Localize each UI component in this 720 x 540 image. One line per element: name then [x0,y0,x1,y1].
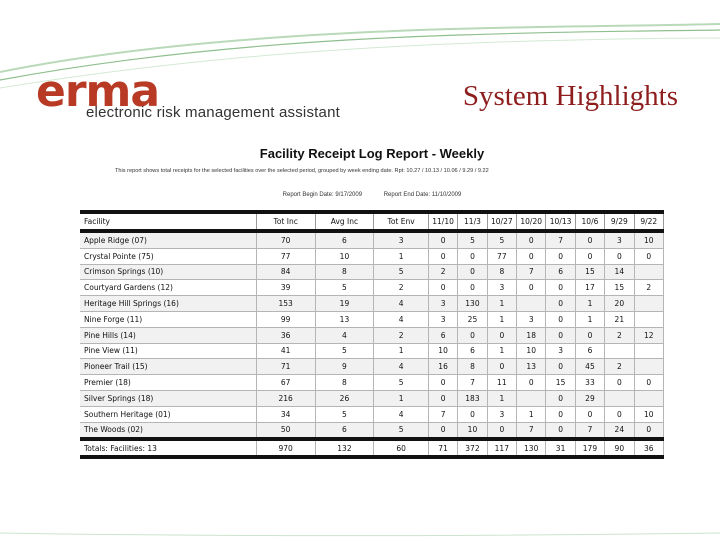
value-cell [605,390,634,406]
value-cell: 77 [487,248,516,264]
value-cell: 0 [575,406,604,422]
totals-value-cell: 31 [546,439,575,457]
value-cell: 14 [605,264,634,280]
value-cell: 3 [487,280,516,296]
value-cell: 21 [605,311,634,327]
value-cell: 99 [256,311,315,327]
table-row [80,406,664,422]
value-cell: 5 [374,375,429,391]
value-cell: 3 [428,311,457,327]
value-cell: 0 [428,280,457,296]
column-header: 10/6 [575,212,604,231]
value-cell: 0 [428,231,457,248]
value-cell: 4 [315,327,374,343]
value-cell: 0 [458,327,487,343]
value-cell: 0 [428,390,457,406]
value-cell: 29 [575,390,604,406]
value-cell: 0 [546,280,575,296]
facility-name-cell: Pine Hills (14) [80,327,256,343]
value-cell: 0 [517,248,546,264]
value-cell: 2 [605,327,634,343]
logo-subtitle: electronic risk management assistant [86,104,340,121]
value-cell: 1 [487,311,516,327]
value-cell: 153 [256,296,315,312]
value-cell: 1 [487,343,516,359]
value-cell: 4 [374,359,429,375]
slide-title: System Highlights [462,80,678,112]
value-cell: 70 [256,231,315,248]
value-cell: 3 [517,311,546,327]
value-cell: 10 [634,406,663,422]
table-row [80,422,664,439]
value-cell: 5 [374,264,429,280]
value-cell: 1 [487,296,516,312]
value-cell: 3 [546,343,575,359]
totals-value-cell: 179 [575,439,604,457]
value-cell: 1 [374,248,429,264]
column-header: Tot Inc [256,212,315,231]
value-cell: 130 [458,296,487,312]
column-header: 9/22 [634,212,663,231]
value-cell: 3 [487,406,516,422]
value-cell [634,296,663,312]
column-header: Tot Env [374,212,429,231]
value-cell: 5 [315,406,374,422]
column-header: Facility [80,212,256,231]
value-cell: 36 [256,327,315,343]
value-cell: 8 [315,264,374,280]
value-cell: 0 [605,406,634,422]
totals-value-cell: 60 [374,439,429,457]
facility-name-cell: Silver Springs (18) [80,390,256,406]
facility-name-cell: Pioneer Trail (15) [80,359,256,375]
value-cell: 10 [458,422,487,439]
value-cell: 24 [605,422,634,439]
value-cell: 2 [374,280,429,296]
value-cell: 13 [517,359,546,375]
value-cell: 17 [575,280,604,296]
column-header: 11/10 [428,212,457,231]
value-cell: 0 [546,406,575,422]
value-cell [634,264,663,280]
value-cell: 1 [487,390,516,406]
facility-name-cell: Pine View (11) [80,343,256,359]
value-cell: 0 [575,231,604,248]
value-cell: 1 [575,296,604,312]
value-cell: 9 [315,359,374,375]
value-cell: 12 [634,327,663,343]
value-cell: 0 [634,248,663,264]
value-cell: 15 [575,264,604,280]
value-cell: 0 [546,422,575,439]
column-header: Avg Inc [315,212,374,231]
value-cell: 6 [315,231,374,248]
value-cell: 0 [458,248,487,264]
value-cell: 50 [256,422,315,439]
totals-value-cell: 970 [256,439,315,457]
value-cell [517,390,546,406]
value-cell: 4 [374,296,429,312]
value-cell [634,311,663,327]
value-cell: 0 [458,280,487,296]
report-description: This report shows total receipts for the selected facilities over the selected period, grouped by week ending date. Rpt: 10.27 / 10.13 / 10.06 / 9.29 / 9.22 [115,168,489,174]
value-cell: 7 [546,231,575,248]
value-cell: 13 [315,311,374,327]
totals-value-cell: 132 [315,439,374,457]
value-cell: 0 [605,248,634,264]
totals-value-cell: 71 [428,439,457,457]
table-row [80,231,664,248]
value-cell: 0 [634,422,663,439]
table-row [80,296,664,312]
value-cell [634,359,663,375]
totals-value-cell: 117 [487,439,516,457]
value-cell [634,343,663,359]
erma-logo [36,66,340,126]
value-cell: 0 [575,248,604,264]
value-cell: 2 [428,264,457,280]
value-cell: 7 [517,422,546,439]
value-cell: 2 [605,359,634,375]
facility-name-cell: Premier (18) [80,375,256,391]
value-cell: 15 [546,375,575,391]
totals-label-cell: Totals: Facilities: 13 [80,439,256,457]
value-cell: 7 [428,406,457,422]
value-cell: 0 [517,280,546,296]
value-cell: 8 [487,264,516,280]
value-cell: 183 [458,390,487,406]
value-cell: 10 [634,231,663,248]
value-cell: 0 [605,375,634,391]
value-cell: 10 [428,343,457,359]
column-header: 11/3 [458,212,487,231]
facility-name-cell: Courtyard Gardens (12) [80,280,256,296]
value-cell: 1 [575,311,604,327]
table-row [80,375,664,391]
value-cell [605,343,634,359]
value-cell: 10 [517,343,546,359]
value-cell: 2 [374,327,429,343]
facility-name-cell: Crystal Pointe (75) [80,248,256,264]
value-cell: 11 [487,375,516,391]
value-cell: 84 [256,264,315,280]
column-header: 9/29 [605,212,634,231]
totals-value-cell: 372 [458,439,487,457]
value-cell: 0 [487,359,516,375]
value-cell: 1 [374,390,429,406]
value-cell: 6 [546,264,575,280]
value-cell: 45 [575,359,604,375]
value-cell: 0 [428,375,457,391]
report-end-date: Report End Date: 11/10/2009 [383,192,462,198]
facility-name-cell: Crimson Springs (10) [80,264,256,280]
value-cell: 4 [374,406,429,422]
report-begin-date: Report Begin Date: 9/17/2009 [282,192,363,198]
value-cell: 216 [256,390,315,406]
logo-mark: erma [36,66,160,117]
value-cell: 71 [256,359,315,375]
value-cell: 1 [517,406,546,422]
value-cell: 0 [546,327,575,343]
value-cell: 3 [605,231,634,248]
facility-name-cell: The Woods (02) [80,422,256,439]
facility-name-cell: Nine Forge (11) [80,311,256,327]
value-cell: 2 [634,280,663,296]
value-cell: 0 [575,327,604,343]
value-cell: 19 [315,296,374,312]
value-cell: 7 [517,264,546,280]
column-header: 10/13 [546,212,575,231]
value-cell: 15 [605,280,634,296]
value-cell: 67 [256,375,315,391]
value-cell: 25 [458,311,487,327]
value-cell: 0 [546,390,575,406]
value-cell: 5 [374,422,429,439]
column-header: 10/20 [517,212,546,231]
totals-value-cell: 130 [517,439,546,457]
value-cell: 3 [428,296,457,312]
value-cell: 6 [315,422,374,439]
value-cell [634,390,663,406]
report-dates [80,192,664,198]
value-cell: 7 [575,422,604,439]
value-cell: 5 [458,231,487,248]
table-row [80,280,664,296]
value-cell: 0 [546,248,575,264]
value-cell: 16 [428,359,457,375]
totals-row [80,439,664,457]
value-cell: 0 [517,231,546,248]
facility-name-cell: Apple Ridge (07) [80,231,256,248]
value-cell: 0 [546,296,575,312]
value-cell: 7 [458,375,487,391]
value-cell: 3 [374,231,429,248]
value-cell: 4 [374,311,429,327]
value-cell: 18 [517,327,546,343]
facility-name-cell: Heritage Hill Springs (16) [80,296,256,312]
totals-value-cell: 36 [634,439,663,457]
value-cell: 10 [315,248,374,264]
value-cell: 77 [256,248,315,264]
value-cell: 5 [487,231,516,248]
facility-receipt-report [80,140,664,492]
value-cell: 6 [575,343,604,359]
table-row [80,327,664,343]
value-cell: 26 [315,390,374,406]
value-cell: 41 [256,343,315,359]
value-cell: 0 [487,422,516,439]
column-header: 10/27 [487,212,516,231]
table-header-row [80,212,664,231]
table-row [80,248,664,264]
value-cell: 0 [517,375,546,391]
value-cell: 8 [315,375,374,391]
facility-name-cell: Southern Heritage (01) [80,406,256,422]
value-cell: 0 [458,264,487,280]
table-row [80,311,664,327]
table-row [80,390,664,406]
value-cell: 1 [374,343,429,359]
value-cell: 33 [575,375,604,391]
value-cell: 34 [256,406,315,422]
value-cell: 0 [428,248,457,264]
value-cell: 6 [458,343,487,359]
totals-value-cell: 90 [605,439,634,457]
value-cell: 0 [546,311,575,327]
table-row [80,343,664,359]
value-cell: 0 [458,406,487,422]
value-cell: 39 [256,280,315,296]
report-title: Facility Receipt Log Report - Weekly [259,146,485,161]
value-cell [517,296,546,312]
value-cell: 20 [605,296,634,312]
value-cell: 5 [315,280,374,296]
value-cell: 6 [428,327,457,343]
table-row [80,359,664,375]
table-row [80,264,664,280]
value-cell: 8 [458,359,487,375]
receipt-log-table [80,210,664,459]
value-cell: 0 [428,422,457,439]
value-cell: 5 [315,343,374,359]
value-cell: 0 [546,359,575,375]
value-cell: 0 [634,375,663,391]
value-cell: 0 [487,327,516,343]
